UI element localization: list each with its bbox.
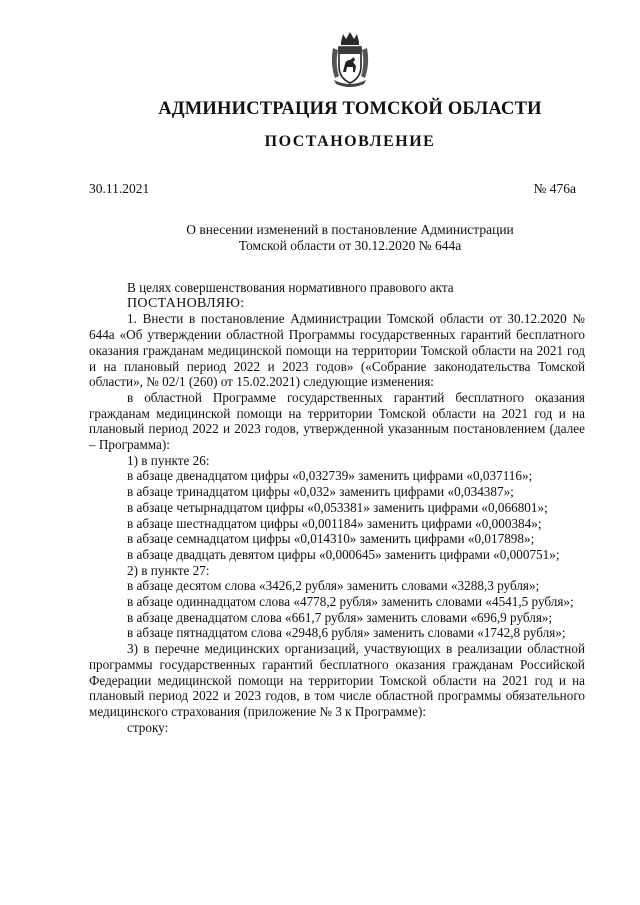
document-type: ПОСТАНОВЛЕНИЕ: [264, 133, 436, 150]
point-26-change-a: в абзаце двенадцатом цифры «0,032739» заменить цифрами «0,037116»;: [127, 468, 533, 484]
point-27-change-c: в абзаце двенадцатом слова «661,7 рубля» заменить словами «696,9 рубля»;: [127, 609, 553, 625]
point-26-change-e: в абзаце семнадцатом цифры «0,014310» заменить цифрами «0,017898»;: [127, 531, 535, 547]
organization-title: АДМИНИСТРАЦИЯ ТОМСКОЙ ОБЛАСТИ: [158, 99, 542, 119]
point-27-change-b: в абзаце одиннадцатом слова «4778,2 рубля» заменить словами «4541,5 рубля»;: [127, 594, 574, 610]
document-number: № 476а: [533, 181, 576, 196]
point-26-change-d: в абзаце шестнадцатом цифры «0,001184» заменить цифрами «0,000384»;: [127, 515, 542, 531]
point-26-heading: 1) в пункте 26:: [127, 452, 210, 468]
point-26-change-c: в абзаце четырнадцатом цифры «0,053381» заменить цифрами «0,066801»;: [127, 499, 548, 515]
program-intro-paragraph: в областной Программе государственных гарантий бесплатного оказания гражданам медицинской помощи на территории Томской области на 2021 год и на плановый период 2022 и 2023 годов, утвержденной указанным постановлением (далее – Программа):: [89, 389, 585, 453]
coat-of-arms-icon: [329, 30, 371, 88]
subject-line-1: О внесении изменений в постановление Администрации: [186, 222, 514, 237]
point-27-change-d: в абзаце пятнадцатом слова «2948,6 рубля» заменить словами «1742,8 рубля»;: [127, 625, 566, 641]
point-27-change-a: в абзаце десятом слова «3426,2 рубля» заменить словами «3288,3 рубля»;: [127, 578, 540, 594]
intro-paragraph: В целях совершенствования нормативного правового акта: [127, 280, 454, 295]
document-body: [89, 280, 585, 735]
document-date: 30.11.2021: [89, 181, 150, 196]
point-27-heading: 2) в пункте 27:: [127, 562, 210, 578]
point-26-change-b: в абзаце тринадцатом цифры «0,032» заменить цифрами «0,034387»;: [127, 484, 514, 500]
item-3-paragraph: 3) в перечне медицинских организаций, участвующих в реализации областной программы государственных гарантий бесплатного оказания гражданам Российской Федерации медицинской помощи на территории Томской области на 2021 год и на плановый период 2022 и 2023 годов, в том числе областной программы обязательного медицинского страхования (приложение № 3 к Программе):: [89, 641, 585, 719]
decree-word: ПОСТАНОВЛЯЮ:: [127, 295, 245, 311]
document-subject: [150, 222, 550, 254]
point-26-change-f: в абзаце двадцать девятом цифры «0,000645» заменить цифрами «0,000751»;: [127, 546, 560, 562]
item-1-paragraph: 1. Внести в постановление Администрации Томской области от 30.12.2020 № 644а «Об утверждении областной Программы государственных гарантий бесплатного оказания гражданам медицинской помощи на территории Томской области на 2021 год и на плановый период 2022 и 2023 годов» («Собрание законодательства Томской области», № 02/1 (260) от 15.02.2021) следующие изменения:: [89, 311, 585, 390]
row-label: строку:: [127, 719, 169, 735]
subject-line-2: Томской области от 30.12.2020 № 644а: [238, 238, 462, 253]
